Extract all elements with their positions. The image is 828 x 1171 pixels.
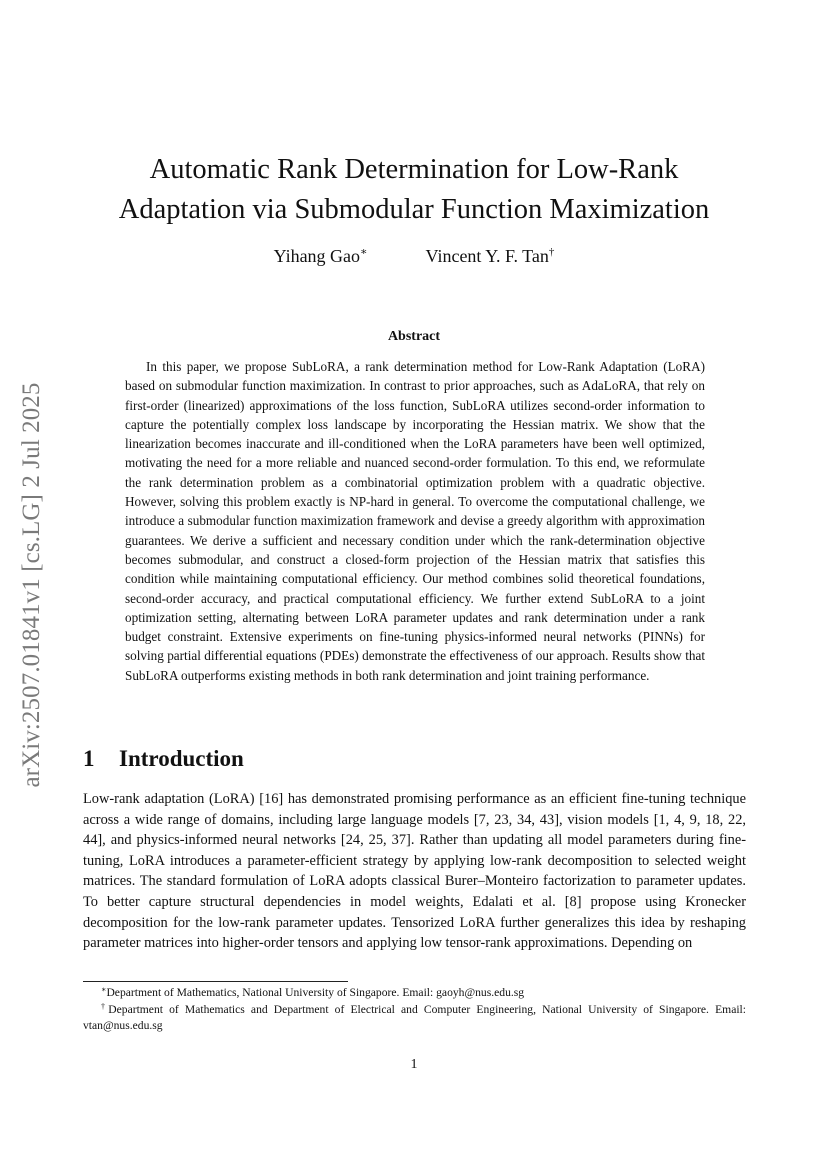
title-line-1: Automatic Rank Determination for Low-Rank xyxy=(149,154,679,185)
abstract-heading: Abstract xyxy=(387,329,441,344)
author-2 xyxy=(426,243,555,269)
author-2-mark: † xyxy=(548,246,555,258)
section-heading-introduction xyxy=(83,744,244,774)
author-1-mark: ∗ xyxy=(360,246,368,258)
author-list xyxy=(80,243,748,269)
introduction-text: Low-rank adaptation (LoRA) [16] has demonstrated promising performance as an efficient fine-tuning technique across a wide range of domains, including large language models [7, 23, 34, 43], vision models [1, 4, 9, 18, 22, 44], and physics-informed neural networks [24, 25, 37]. Rather than updating all model parameters during fine-tuning, LoRA introduces a parameter-efficient strategy by applying low-rank decomposition to selected weight matrices. The standard formulation of LoRA adopts classical Burer–Monteiro factorization to parameter updates. To better capture structural dependencies in model weights, Edalati et al. [8] propose using Kronecker decomposition for the low-rank parameter updates. Tensorized LoRA further generalizes this idea by reshaping parameter matrices into higher-order tensors and applying low tensor-rank approximations. Depending on xyxy=(83,791,746,952)
section-number: 1 xyxy=(83,746,95,771)
arxiv-identifier: arXiv:2507.01841v1 [cs.LG] 2 Jul 2025 xyxy=(18,382,45,788)
author-1-name: Yihang Gao xyxy=(273,246,361,266)
section-title: Introduction xyxy=(119,746,244,771)
paper-title xyxy=(80,150,748,230)
abstract-text: In this paper, we propose SubLoRA, a rank determination method for Low-Rank Adaptation (LoRA) based on submodular function maximization. In contrast to prior approaches, such as AdaLoRA, that rely on first-order (linearized) approximations of the loss function, SubLoRA utilizes second-order information to capture the potentially complex loss landscape by incorporating the Hessian matrix. We show that the linearization becomes inaccurate and ill-conditioned when the LoRA parameters have been well optimized, motivating the need for a more reliable and nuanced second-order formulation. To this end, we reformulate the rank determination problem as a combinatorial optimization problem with a quadratic objective. However, solving this problem exactly is NP-hard in general. To overcome the computational challenge, we introduce a submodular function maximization framework and devise a greedy algorithm with approximation guarantees. We derive a sufficient and necessary condition under which the rank-determination objective becomes submodular, and construct a closed-form projection of the Hessian matrix that satisfies this condition while maintaining computational efficiency. Our method combines solid theoretical foundations, second-order accuracy, and practical computational efficiency. We further extend SubLoRA to a joint optimization setting, alternating between LoRA parameter updates and rank determination under a rank budget constraint. Extensive experiments on fine-tuning physics-informed neural networks (PINNs) for solving partial differential equations (PDEs) demonstrate the effectiveness of our approach. Results show that SubLoRA outperforms existing methods in both rank determination and joint training performance. xyxy=(125,359,705,683)
footnote-2 xyxy=(83,1002,746,1035)
title-line-2: Adaptation via Submodular Function Maximization xyxy=(118,194,710,225)
page-number: 1 xyxy=(410,1057,418,1072)
footnote-divider xyxy=(83,981,348,982)
footnote-1-text: Department of Mathematics, National University of Singapore. Email: gaoyh@nus.edu.sg xyxy=(106,986,525,999)
footnote-1 xyxy=(83,985,746,1002)
footnote-2-text: Department of Mathematics and Department of Electrical and Computer Engineering, National University of Singapore. Email: vtan@nus.edu.sg xyxy=(83,1002,747,1033)
footnote-1-mark: ∗ xyxy=(101,985,107,994)
author-2-name: Vincent Y. F. Tan xyxy=(425,246,549,266)
footnotes xyxy=(83,985,746,1035)
author-1 xyxy=(274,243,368,269)
footnote-2-mark: † xyxy=(101,1001,109,1011)
